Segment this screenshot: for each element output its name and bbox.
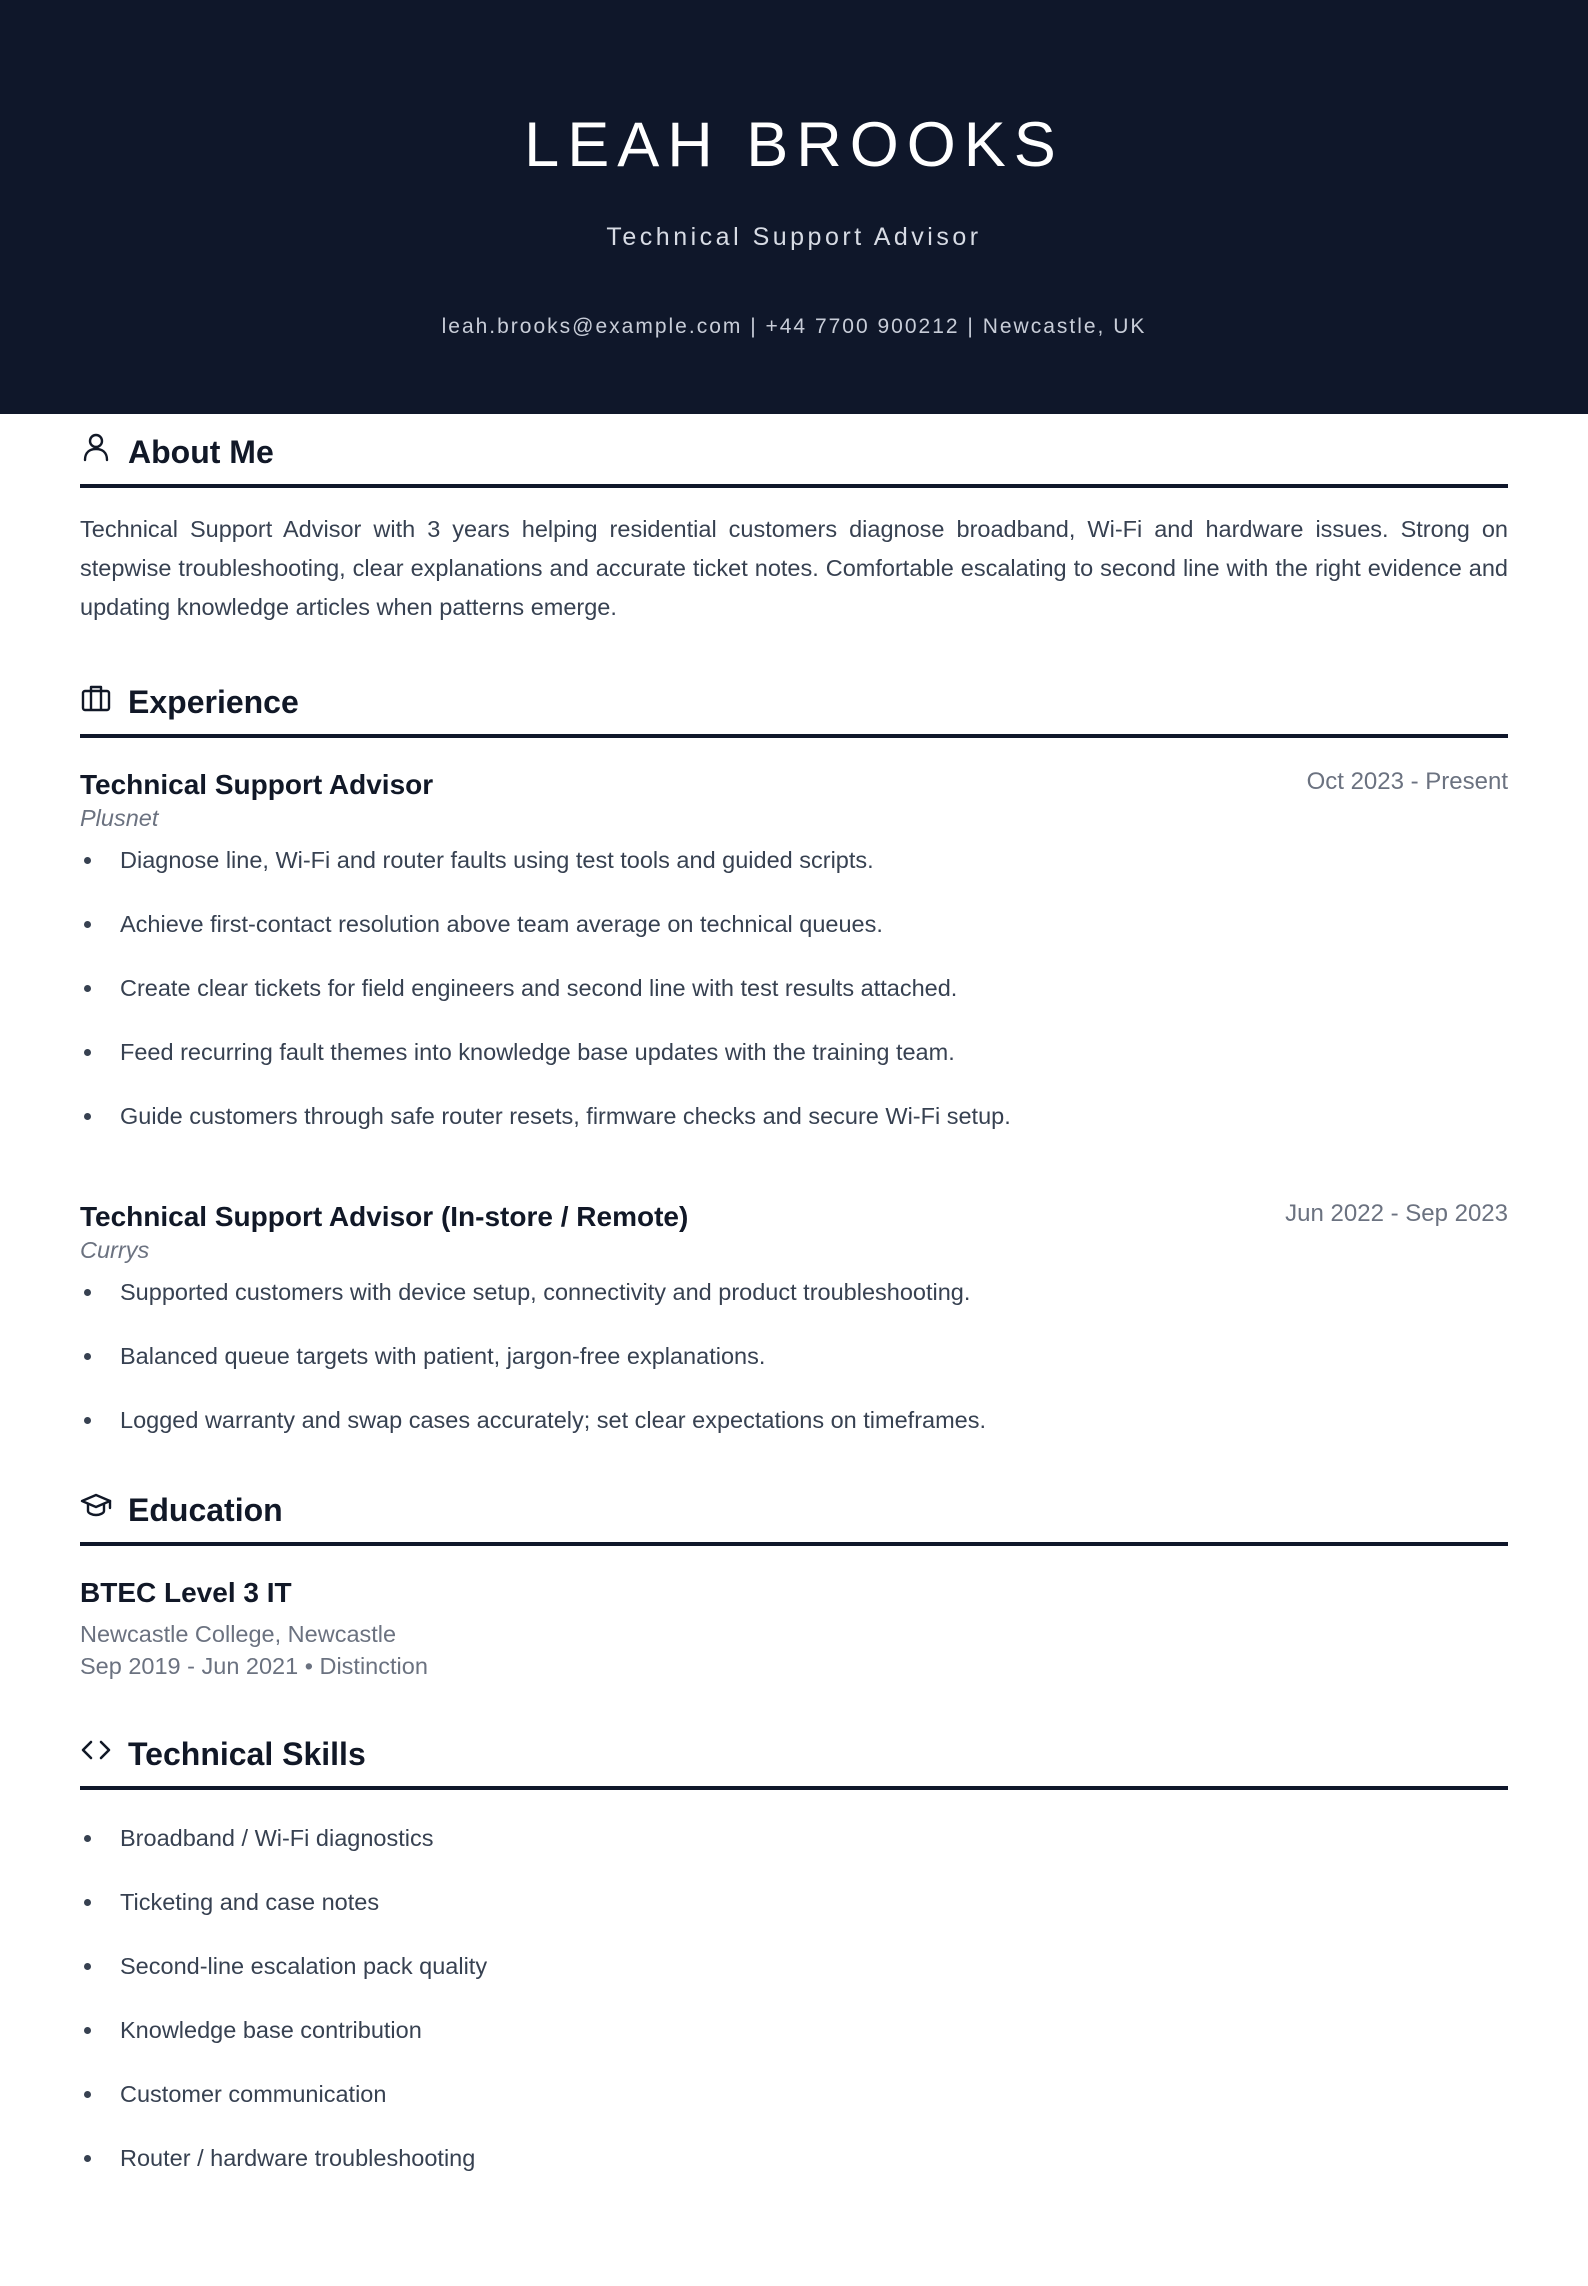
skill-item: Knowledge base contribution (80, 2012, 1508, 2076)
job-bullets (80, 842, 1508, 1162)
job-company: Plusnet (80, 805, 159, 831)
job-bullet: Achieve first-contact resolution above team average on technical queues. (80, 906, 1508, 970)
candidate-name: LEAH BROOKS (524, 110, 1064, 180)
job-date: Jun 2022 - Sep 2023 (1285, 1200, 1508, 1227)
skill-item: Second-line escalation pack quality (80, 1948, 1508, 2012)
job-bullet: Create clear tickets for field engineers and second line with test results attached. (80, 970, 1508, 1034)
job-date: Oct 2023 - Present (1306, 768, 1508, 795)
section-title-about: About Me (128, 434, 274, 470)
skill-item: Router / hardware troubleshooting (80, 2140, 1508, 2204)
education-entry (80, 1574, 1508, 1682)
job-bullets (80, 1274, 1508, 1466)
skill-item: Broadband / Wi-Fi diagnostics (80, 1820, 1508, 1884)
job-bullet: Feed recurring fault themes into knowledge base updates with the training team. (80, 1034, 1508, 1098)
section-header-experience (80, 678, 1508, 738)
job-entry (80, 766, 1508, 1162)
resume-header (0, 0, 1588, 414)
person-icon (80, 432, 112, 464)
job-bullet: Supported customers with device setup, connectivity and product troubleshooting. (80, 1274, 1508, 1338)
education-school: Newcastle College, Newcastle (80, 1621, 397, 1647)
section-header-skills (80, 1730, 1508, 1790)
education-details: Sep 2019 - Jun 2021 • Distinction (80, 1653, 428, 1679)
contact-line: leah.brooks@example.com | +44 7700 900212 | Newcastle, UK (441, 315, 1147, 338)
job-entry (80, 1198, 1508, 1466)
skills-list (80, 1820, 1508, 2204)
section-header-education (80, 1486, 1508, 1546)
graduation-cap-icon (80, 1490, 112, 1522)
job-title: Technical Support Advisor (In-store / Remote) (80, 1201, 689, 1232)
job-company: Currys (80, 1237, 150, 1263)
code-icon (80, 1734, 112, 1766)
section-title-experience: Experience (128, 684, 299, 720)
skill-item: Ticketing and case notes (80, 1884, 1508, 1948)
skill-item: Customer communication (80, 2076, 1508, 2140)
education-degree: BTEC Level 3 IT (80, 1577, 292, 1608)
briefcase-icon (80, 682, 112, 714)
experience-section (80, 678, 1508, 1466)
skills-section (80, 1730, 1508, 2204)
job-bullet: Diagnose line, Wi-Fi and router faults using test tools and guided scripts. (80, 842, 1508, 906)
job-bullet: Balanced queue targets with patient, jargon-free explanations. (80, 1338, 1508, 1402)
candidate-role: Technical Support Advisor (606, 223, 982, 251)
job-bullet: Logged warranty and swap cases accurately; set clear expectations on timeframes. (80, 1402, 1508, 1466)
job-title: Technical Support Advisor (80, 769, 434, 800)
education-section (80, 1486, 1508, 1682)
job-bullet: Guide customers through safe router resets, firmware checks and secure Wi-Fi setup. (80, 1098, 1508, 1162)
section-title-skills: Technical Skills (128, 1736, 366, 1772)
section-header-about (80, 428, 1508, 488)
about-text: Technical Support Advisor with 3 years helping residential customers diagnose broadband, Wi-Fi and hardware issues. Strong on stepwise troubleshooting, clear explanations and accurate ticket notes. Comfortable escalating to second line with the right evidence and updating knowledge articles when patterns emerge. (80, 516, 1508, 620)
about-section (80, 428, 1508, 627)
section-title-education: Education (128, 1492, 283, 1528)
